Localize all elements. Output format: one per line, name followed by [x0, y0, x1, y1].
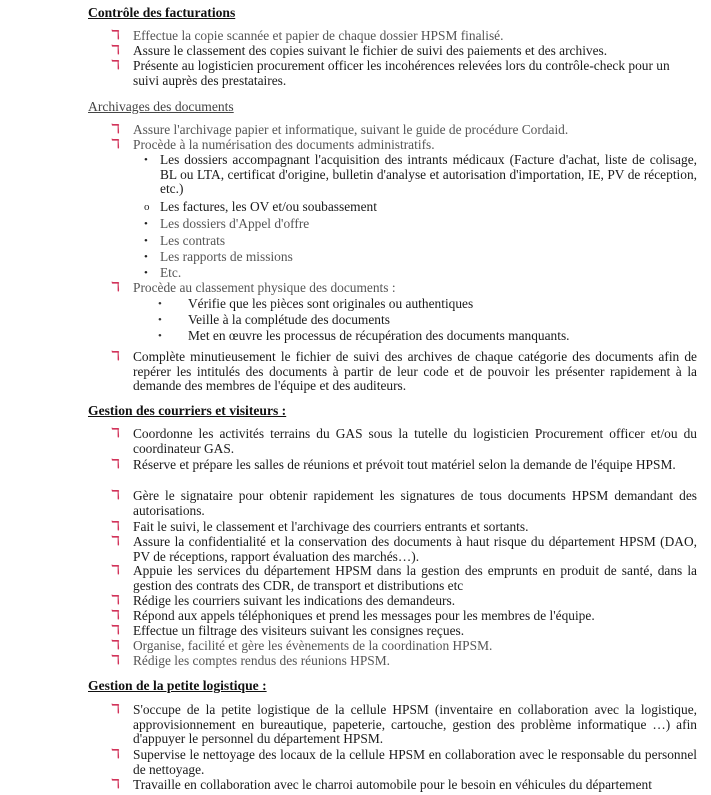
arrow-bullet-icon: ℸ	[111, 426, 120, 441]
list-item: ℸ Appuie les services du département HPSM dans la gestion des emprunts en produit de santé, dans la gestion des contrats des CDR, de transport et distributions etc	[111, 563, 697, 593]
list-item: ℸ S'occupe de la petite logistique de la cellule HPSM (inventaire en collaboration avec la logistique, approvisionnement en bureautique, papeterie, cartouche, gestion des problème informatique …) afin d'appuyer le personnel du département HPSM.	[111, 702, 697, 747]
list-item: ℸ Assure le classement des copies suivant le fichier de suivi des paiements et des archives.	[111, 43, 608, 58]
list-item: ℸ Effectue la copie scannée et papier de chaque dossier HPSM finalisé.	[111, 28, 504, 43]
dot-bullet-icon: •	[144, 235, 148, 247]
dot-bullet-icon: •	[158, 298, 162, 310]
list-item: ℸ Fait le suivi, le classement et l'archivage des courriers entrants et sortants.	[111, 519, 529, 534]
arrow-bullet-icon: ℸ	[111, 653, 120, 668]
sub-list-item: • Etc.	[144, 265, 182, 280]
dot-bullet-icon: •	[144, 251, 148, 263]
arrow-bullet-icon: ℸ	[111, 519, 120, 534]
arrow-bullet-icon: ℸ	[111, 58, 120, 73]
list-item: ℸ Assure la confidentialité et la conservation des documents à haut risque du département HPSM (DAO, PV de réceptions, rapport évaluation des marchés…).	[111, 534, 697, 564]
arrow-bullet-icon: ℸ	[111, 777, 120, 792]
sub-list-item: o Les factures, les OV et/ou soubassement	[144, 199, 377, 214]
list-item: ℸ Organise, facilité et gère les évènements de la coordination HPSM.	[111, 638, 493, 653]
list-item: ℸ Assure l'archivage papier et informatique, suivant le guide de procédure Cordaid.	[111, 122, 569, 137]
section-title-controle-facturations: Contrôle des facturations	[88, 5, 236, 20]
arrow-bullet-icon: ℸ	[111, 43, 120, 58]
arrow-bullet-icon: ℸ	[111, 563, 120, 578]
arrow-bullet-icon: ℸ	[111, 28, 120, 43]
list-item: ℸ Complète minutieusement le fichier de suivi des archives de chaque catégorie des documents afin de repérer les intitulés des documents à partir de leur code et de pouvoir les présenter rapidement à la demande des membres de l'équipe et des auditeurs.	[111, 349, 697, 394]
arrow-bullet-icon: ℸ	[111, 488, 120, 503]
dot-bullet-icon: •	[144, 218, 148, 230]
sub-list-item: • Les contrats	[144, 233, 226, 248]
list-item: ℸ Travaille en collaboration avec le charroi automobile pour le besoin en véhicules du département	[111, 777, 652, 792]
list-item: ℸ Répond aux appels téléphoniques et prend les messages pour les membres de l'équipe.	[111, 608, 595, 623]
arrow-bullet-icon: ℸ	[111, 593, 120, 608]
arrow-bullet-icon: ℸ	[111, 349, 120, 364]
sub-list-item: • Les dossiers d'Appel d'offre	[144, 216, 310, 231]
arrow-bullet-icon: ℸ	[111, 122, 120, 137]
arrow-bullet-icon: ℸ	[111, 534, 120, 549]
dot-bullet-icon: •	[144, 267, 148, 279]
sub-list-item: • Veille à la complétude des documents	[158, 312, 390, 327]
dot-bullet-icon: •	[158, 314, 162, 326]
list-item: ℸ Effectue un filtrage des visiteurs suivant les consignes reçues.	[111, 623, 465, 638]
arrow-bullet-icon: ℸ	[111, 608, 120, 623]
list-item: ℸ Gère le signataire pour obtenir rapidement les signatures de tous documents HPSM demandant des autorisations.	[111, 488, 697, 518]
arrow-bullet-icon: ℸ	[111, 137, 120, 152]
list-item: ℸ Présente au logisticien procurement officer les incohérences relevées lors du contrôle-check pour un suivi auprès des prestataires.	[111, 58, 670, 88]
arrow-bullet-icon: ℸ	[111, 623, 120, 638]
arrow-bullet-icon: ℸ	[111, 457, 120, 472]
sub-list-item: • Vérifie que les pièces sont originales ou authentiques	[158, 296, 474, 311]
arrow-bullet-icon: ℸ	[111, 280, 120, 295]
arrow-bullet-icon: ℸ	[111, 638, 120, 653]
list-item: ℸ Rédige les comptes rendus des réunions HPSM.	[111, 653, 390, 668]
section-title-courriers-visiteurs: Gestion des courriers et visiteurs :	[88, 403, 287, 418]
list-item: ℸ Supervise le nettoyage des locaux de la cellule HPSM en collaboration avec le responsable du personnel de nettoyage.	[111, 747, 697, 777]
dot-bullet-icon: •	[158, 330, 162, 342]
sub-list-item: • Met en œuvre les processus de récupération des documents manquants.	[158, 328, 570, 343]
dot-bullet-icon: •	[144, 154, 148, 166]
sub-list-item: • Les rapports de missions	[144, 249, 293, 264]
list-item: ℸ Procède à la numérisation des documents administratifs.	[111, 137, 435, 152]
list-item: ℸ Procède au classement physique des documents :	[111, 280, 396, 295]
arrow-bullet-icon: ℸ	[111, 747, 120, 762]
section-title-archivages: Archivages des documents	[88, 99, 234, 114]
list-item: ℸ Coordonne les activités terrains du GAS sous la tutelle du logisticien Procurement officer et/ou du coordinateur GAS.	[111, 426, 697, 456]
arrow-bullet-icon: ℸ	[111, 702, 120, 717]
section-title-petite-logistique: Gestion de la petite logistique :	[88, 678, 267, 693]
circle-bullet-icon: o	[144, 201, 150, 213]
sub-list-item: • Les dossiers accompagnant l'acquisition des intrants médicaux (Facture d'achat, liste de colisage, BL ou LTA, certificat d'origine, bulletin d'analyse et autorisation d'importation, IE, PV de réception, etc.)	[144, 152, 697, 197]
list-item: ℸ Réserve et prépare les salles de réunions et prévoit tout matériel selon la demande de l'équipe HPSM.	[111, 457, 676, 472]
list-item: ℸ Rédige les courriers suivant les indications des demandeurs.	[111, 593, 456, 608]
